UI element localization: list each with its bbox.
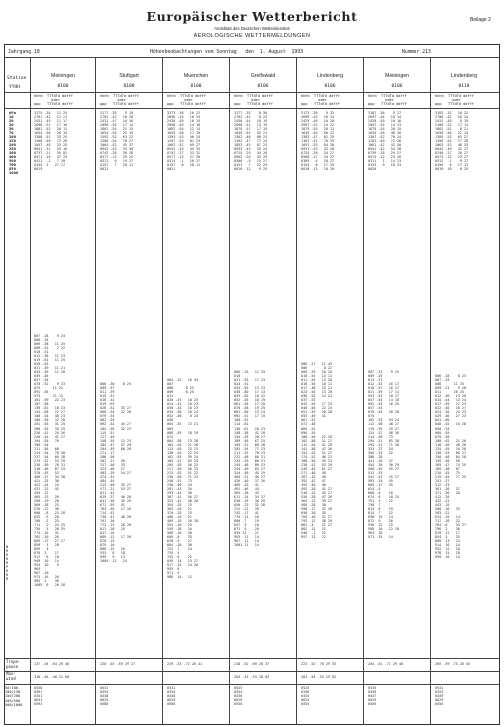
station-time: 0100 [57,84,69,89]
tropopause-value: 204 -61 -71 29 48 [368,662,404,666]
standard-levels: 3183 -32 10 22 2706 -42 10 24 2431 -49 8 19 2100 -52 17 14 1882 -51 8 21 1650 -50 22 14 1389 -53 63 27 1206 -55 77 28 1063 -53 46 33 0942 -49 32 27 0740 -27 20 27 0573 -13 23 27 0312 -1 9 27 0156 8 17 13 0019 18 8 25 [435,111,469,172]
station-name: Lindenberg [451,73,477,79]
col-rule [430,57,431,725]
column-header: hhhh TTTdTd ddfff oder ppp TTTdTd ddfff [234,94,273,107]
col-rule [162,57,163,725]
column-header: hhhh TTTdTd ddfff oder ppp TTTdTd ddfff [100,94,139,107]
significant-levels: 006 -28 8 23 007 -33 008 11 25 009 -21 9 28 011 20 25 012 -40 13 20 014 -44 13 24 017 -49 12 23 022 -46 16 27 024 -50 24 23 029 -46 27 23 041 -60 048 -52 15 28 050 -54 060 -59 079 -58 100 -62 21 26 118 -49 40 26 125 -55 34 28 130 -53 60 27 150 -48 84 28 159 -50 50 169 -47 74 29 189 -48 67 210 -45 75 215 -45 77 25 241 -37 312 -33 361 -26 37 371 -26 20 412 -28 432 -22 443 -19 500 -16 33 583 -22 634 -19 14 717 -10 22 764 -6 34 27 796 2 30 819 12 17 854 3 25 868 13 24 914 10 14 952 12 16 978 15 18 999 16 14 [435,374,467,559]
issue-number: Nummer 213 [402,50,431,55]
station-time: 0106 [257,84,269,89]
standard-levels: 3177 -35 9 19 2702 -42 10 20 2431 -47 10 16 2098 -54 17 14 1882 -55 21 15 1654 -56 25 19 1393 -52 63 22 1206 -54 70 27 1064 -52 45 37 0942 -43 33 30 0742 -28 30 28 0577 -13 29 22 0311 0 19 27 0157 7 28 11 0021 [100,111,134,172]
standard-levels: 3173 -36 9 32 2699 -45 10 24 2429 -46 10 20 2097 -52 14 22 1879 -53 20 11 1645 -54 60 22 1383 -47 82 29 1187 -51 70 25 1051 -53 64 28 0931 -52 43 28 0735 -26 34 27 0568 -17 34 27 0309 -4 18 27 0154 8 17 25 0018 13 10 20 [301,111,335,172]
jahrgang: Jahrgang 18 [8,50,40,55]
maxwind-label: Max- wind [6,671,16,681]
standard-levels: 3187 -36 9 27 2697 -44 10 14 2428 -50 10 16 2097 -55 14 13 1879 -55 20 15 1654 -56 48 26 1387 -52 78 24 1202 -60 72 26 1061 -42 42 40 0941 -42 54 28 0739 -26 29 27 0575 -12 23 28 0311 1 14 23 0153 9 18 23 0020 [368,111,402,172]
station-name: Lindenberg [317,73,343,79]
report-title: Europäischer Wetterbericht [146,9,358,24]
tropopause-value: 223 -52 -70 29 33 [301,662,337,666]
layer-labels: 50/100 100/150 150/200 200/500 500/1000 [5,686,23,707]
layer-values: 0525 0346 0434 0625 0555 [301,686,310,707]
rule [4,108,500,109]
yyhh-label: YYHH [9,85,21,90]
layer-values: 0538 0361 0451 0641 0592 [34,686,43,707]
layer-values: 0525 0344 0436 0626 0556 [234,686,243,707]
rule [4,658,500,659]
station-time: 0106 [391,84,403,89]
col-rule [30,57,31,725]
maxwind-value: 281 -54 -53 29 82 [301,675,337,679]
col-rule [363,57,364,725]
standard-levels: 3173 -38 10 22 2698 -43 10 23 2430 -49 10 15 2098 -55 14 18 1882 -54 22 13 1655 -58 27 19 1395 -53 46 24 1207 -53 81 23 1062 -51 69 27 0942 -43 44 35 0742 -27 33 32 0577 -13 27 30 0314 -1 20 27 0157 8 28 11 0021 [167,111,201,172]
standard-levels: 3175 -34 11 25 2701 -42 11 21 2431 -49 11 17 2098 -52 17 16 1881 -52 20 11 1654 -56 26 15 1388 -51 33 25 1200 -50 73 26 1057 -46 33 25 0941 -31 35 16 0737 -21 59 02 0571 -16 47 25 0411 -1 7 28 0155 2 27 17 0019 [34,111,68,172]
tropopause-value: 218 -52 -69 28 37 [234,662,270,666]
tropopause-value: 237 -54 -64 29 46 [34,662,70,666]
column-header: hhhh TTTdTd ddfff oder ppp TTTdTd ddfff [435,94,474,107]
column-header: hhhh TTTdTd ddfff oder ppp TTTdTd ddfff [34,94,73,107]
station-time: 0100 [190,84,202,89]
maxwind-value: 264 -43 -53 28 83 [234,675,270,679]
significant-levels: 006 -27 11 45 006 8 22 009 -29 10 20 010 -55 13 11 011 -55 13 20 016 -56 10 11 017 -48 13 21 023 -54 13 20 036 -52 14 21 037 -53 043 -54 17 25 046 -56 22 24 051 -59 20 28 055 -49 41 061 -51 072 -48 084 -52 096 -55 100 -56 22 28 102 -58 21 27 112 -54 41 28 141 -58 47 26 154 -53 51 27 174 -52 46 21 188 -50 45 23 230 -51 53 29 249 -45 61 27 271 -46 49 287 -43 46 392 -42 47 452 -50 40 493 -20 41 27 516 -25 43 27 526 -28 47 26 564 -23 39 27 580 -28 38 590 -17 47 26 658 -20 35 703 -16 31 27 793 -12 38 29 862 -4 21 27 882 -11 21 946 -1 21 957 13 22 [301,362,333,539]
layer-values: 0531 0353 0449 0629 0556 [435,686,444,707]
pressure-levels: hPa 10 20 30 50 70 100 150 200 250 300 400 500 700 850 1000 [9,110,19,176]
report-subtitle: AEROLOGISCHE WETTERMELDUNGEN [193,33,311,39]
station-name: Stuttgart [119,73,139,79]
significant-levels: 006 -30 8 25 009 -57 011 -39 015 -51 016 -52 019 -63 026 -52 33 27 066 -54 22 28 079 -55 082 -54 092 -52 44 27 104 -56 32 23 115 -51 127 -49 158 -55 13 23 183 -47 57 20 204 -49 66 28 271 -17 286 -50 301 -21 26 317 -50 33 323 -48 27 403 -39 54 27 474 -31 484 -44 513 -48 35 27 571 -21 53 27 621 -52 629 -37 40 28 641 -58 35 29 671 -59 41 703 -56 17 18 714 -52 730 -41 46 28 761 -30 773 -23 28 28 811 -28 25 817 -16 869 -12 17 28 878 -15 879 -16 888 -15 16 933 8 18 999 9 13 1004 12 24 [100,382,132,564]
tropopause-value: 220 -55 -69 29 27 [100,662,136,666]
layer-values: 0535 0358 0447 0629 0569 [368,686,377,707]
station-label: Station [7,76,27,81]
significant-levels: 006 -25 11 33 018 021 -55 17 23 024 -51 034 -55 13 23 038 -60 17 13 043 -62 10 22 052 -55 18 19 061 -56 17 20 070 -58 19 25 081 -60 13 24 092 -51 17 15 100 -61 114 -61 130 -61 18 23 148 -58 42 28 154 -55 28 27 189 -56 67 25 195 -51 80 28 203 -54 77 23 211 -53 78 23 222 -48 80 21 233 -53 80 21 244 -48 86 23 254 -49 83 27 314 -56 45 29 404 -51 46 27 426 -40 37 26 469 -43 41 491 -46 44 565 -26 43 611 -24 34 27 630 -29 38 29 650 -23 32 28 722 -21 39 742 -17 41 779 -11 16 800 -7 19 837 5 18 871 9 20 935 12 21 953 11 14 967 11 14 1001 11 14 [234,370,266,547]
observation-date: Höhenbeobachtungen vom Sonntag den 1. August 1993 [150,50,304,55]
layer-values: 0532 0355 0448 0629 0580 [100,686,109,707]
station-name: Meiningen [51,73,75,79]
station-name: Muenchen [183,73,209,79]
layer-values: 0531 0354 0448 0629 0580 [167,686,176,707]
rule [4,684,500,685]
rule [4,671,500,672]
significant-levels: 004 -22 10 44 007 008 8 25 009 8 25 011 020 -41 10 23 024 -41 10 23 030 -43 10 23 034 -58 10 24 052 -48 8 24 058 064 -55 13 21 065 068 -55 18 19 072 084 -58 13 28 104 -55 21 28 112 -49 23 23 138 -54 22 25 162 -55 39 24 183 -51 63 23 205 -49 56 23 217 -49 56 23 223 -53 51 23 230 -50 71 23 240 -51 73 250 -40 44 281 -43 34 293 -44 36 307 -51 56 27 323 -42 48 28 354 -25 23 363 -26 21 370 -25 23 406 -19 21 469 -19 20 28 552 -18 25 559 -18 34 586 -16 36 609 -8 33 628 -9 27 664 -10 30 722 7 24 725 4 752 6 22 849 14 13 27 917 -15 14 26 955 8 971 9 988 14 12 [167,378,199,580]
column-header: hhhh TTTdTd ddfff oder ppp TTTdTd ddfff [301,94,340,107]
column-header: hhhh TTTdTd ddfff oder ppp TTTdTd ddfff [368,94,407,107]
col-rule [95,57,96,725]
tropopause-label: Tropo- pause [6,659,21,669]
rule [4,92,500,93]
margin-letters: N R R R R P R R R [6,544,9,582]
maxwind-value: 318 -48 -48 21 66 [34,675,70,679]
standard-levels: 3177 -35 8 30 2702 -42 8 23 2430 -44 10 19 2098 -51 13 19 1879 -57 17 19 1649 -62 45 21 1382 -48 80 23 1192 -47 77 24 1053 -45 67 23 0933 -43 55 24 0725 -29 44 28 0562 -20 45 29 0306 -5 15 27 0151 7 22 29 0016 12 9 25 [234,111,268,172]
station-time: 0100 [123,84,135,89]
station-name: Greifswald [250,73,276,79]
column-header: hhhh TTTdTd ddfff oder ppp TTTdTd ddfff [167,94,206,107]
rule [4,57,500,58]
significant-levels: 007 -31 9 25 009 -25 012 -37 012 -53 16 17 018 -57 16 17 021 -59 17 14 033 -53 10 17 047 -54 14 18 052 -55 16 25 057 -54 070 -54 28 20 075 102 -53 54 24 112 -58 48 27 119 -55 25 27 124 -57 48 26 214 -56 73 254 -51 65 28 292 -51 71 30 331 -37 54 356 -25 52 386 -28 441 -16 37 454 -18 30 29 500 -53 55 27 511 -53 541 -47 25 27 593 -24 45 605 -17 35 624 -5 668 -4 18 674 6 18 25 751 3 22 758 7 813 8 19 814 7 22 836 15 14 872 9 20 936 12 15 958 16 12 18 963 18 971 15 14 [368,370,400,539]
tropopause-value: 229 -53 -72 26 41 [167,662,203,666]
beilage-label: Beilage 2 [470,17,491,23]
tropopause-value: 205 -59 -75 26 45 [435,662,471,666]
col-rule [296,57,297,725]
significant-levels: 007 -28 9 24 008 -34 009 -38 11 25 009 -51 7 22 010 -51 012 -38 11 23 019 -61 11 25 020 -63 021 -49 11 21 043 -49 11 20 049 -48 057 -54 070 -52 9 23 073 11 22 091 -55 973 21 13 101 -59 22 23 107 -58 136 -61 18 23 143 -68 22 27 100 -54 48 23 186 -50 32 28 201 -53 31 25 308 -55 35 25 226 -42 29 26 240 -44 41 27 194 -55 76 196 -54 211 -56 66 224 -54 70 30 237 -54 66 28 275 -52 53 29 316 -50 76 31 318 -48 67 23 370 -43 53 400 -27 34 30 421 -25 30 422 -24 24 431 -21 42 455 -22 485 -23 28 550 -19 20 560 -18 23 576 -17 30 606 -8 23 28 632 -5 28 700 -2 23 711 2 24 25 726 5 26 35 773 -10 31 782 -20 26 809 -17 27 27 850 1 28 859 4 878 3 17 917 6 18 949 10 14 954 10 9 965 967 -16 973 -16 26 983 2 30 1005 6 26 28 [34,334,66,588]
report-subtitle-small: Amtsblatt des Deutschen Wetterdienstes [214,26,290,31]
station-time: 0106 [324,84,336,89]
col-rule [229,57,230,725]
station-name: Meiningen [385,73,409,79]
station-time: 0118 [458,84,470,89]
